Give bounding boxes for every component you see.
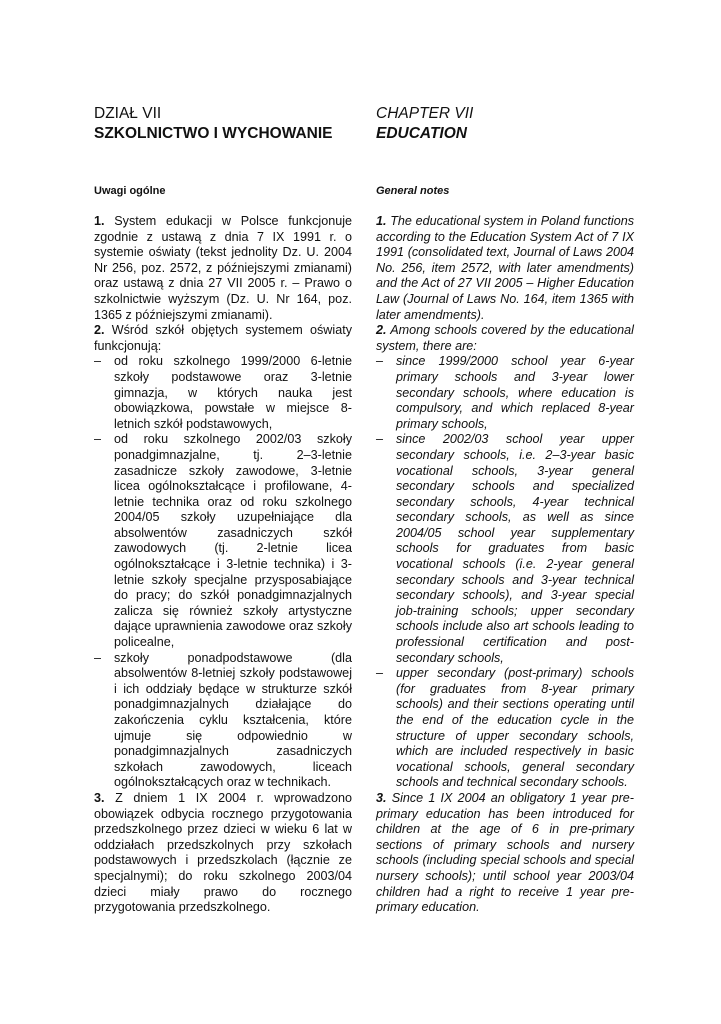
paragraph-number: 1. bbox=[376, 214, 387, 228]
polish-paragraph-1 bbox=[94, 214, 352, 323]
paragraph-text: Among schools covered by the educational system, there are: bbox=[376, 323, 634, 353]
polish-paragraph-3 bbox=[94, 791, 352, 916]
list-item bbox=[376, 354, 634, 432]
paragraph-text: The educational system in Poland functions according to the Education System Act of 7 IX 1991 (consolidated text, Journal of Laws 2004 No. 256, item 2572, with later amendments) and the Act of 27 VII 2005 – Higher Education Law (Journal of Laws No. 164, item 1365 with later amendments). bbox=[376, 214, 635, 322]
list-item-text: since 2002/03 school year upper secondary schools, i.e. 2–3-year basic vocational schools, 3-year general secondary schools and specialized secondary schools, 4-year technical secondary schools, as well as since 2004/05 school year supplementary schools for graduates from basic vocational schools (i.e. 2-year general secondary schools and 3-year technical secondary schools), and 3-year special job-training schools; upper secondary schools include also art schools leading to professional certification and post-secondary schools, bbox=[396, 432, 634, 665]
paragraph-text: Z dniem 1 IX 2004 r. wprowadzono obowiązek odbycia rocznego przygotowania przedszkolnego przez dzieci w wieku 6 lat w oddziałach przedszkolnych przy szkołach podstawowych i przedszkolach (łącznie ze specjalnymi); do roku szkolnego 2003/04 dzieci miały prawo do rocznego przygotowania przedszkolnego. bbox=[94, 790, 352, 915]
polish-paragraph-2 bbox=[94, 323, 352, 354]
polish-bullet-list bbox=[94, 354, 352, 791]
paragraph-number: 1. bbox=[94, 214, 105, 228]
dash-bullet: – bbox=[94, 650, 102, 665]
list-item bbox=[376, 666, 634, 791]
list-item bbox=[94, 651, 352, 791]
dash-bullet: – bbox=[94, 354, 102, 369]
english-paragraph-2 bbox=[376, 323, 634, 354]
polish-notes-heading: Uwagi ogólne bbox=[94, 185, 166, 197]
dash-bullet: – bbox=[376, 354, 384, 369]
list-item bbox=[94, 354, 352, 432]
paragraph-number: 3. bbox=[94, 790, 105, 805]
polish-body bbox=[94, 214, 352, 916]
dash-bullet: – bbox=[94, 432, 102, 447]
english-body bbox=[376, 214, 634, 916]
english-column bbox=[376, 104, 634, 916]
polish-chapter-heading: DZIAŁ VII bbox=[94, 105, 162, 122]
english-bullet-list bbox=[376, 354, 634, 791]
dash-bullet: – bbox=[376, 666, 384, 681]
paragraph-text: Since 1 IX 2004 an obligatory 1 year pre-primary education has been introduced for children at the age of 6 in pre-primary sections of primary schools and nursery schools (including special schools and special nursery schools); until school year 2003/04 children had a right to receive 1 year pre-primary education. bbox=[376, 790, 634, 915]
paragraph-text: System edukacji w Polsce funkcjonuje zgodnie z ustawą z dnia 7 IX 1991 r. o systemie oświaty (tekst jednolity Dz. U. 2004 Nr 256, poz. 2572, z późniejszymi zmianami) oraz ustawą z dnia 27 VII 2005 r. – Prawo o szkolnictwie wyższym (Dz. U. Nr 164, poz. 1365 z późniejszymi zmianami). bbox=[94, 214, 353, 322]
english-chapter-title: EDUCATION bbox=[376, 125, 467, 142]
polish-column bbox=[94, 104, 352, 916]
list-item-text: od roku szkolnego 1999/2000 6-letnie szkoły podstawowe oraz 3-letnie gimnazja, w których nauka jest obowiązkowa, powstałe w miejsce 8-letnich szkół podstawowych, bbox=[114, 354, 352, 431]
list-item bbox=[94, 432, 352, 650]
english-paragraph-1 bbox=[376, 214, 634, 323]
english-chapter-heading: CHAPTER VII bbox=[376, 105, 474, 122]
paragraph-number: 2. bbox=[94, 323, 105, 338]
paragraph-number: 3. bbox=[376, 790, 387, 805]
english-notes-heading: General notes bbox=[376, 185, 450, 197]
list-item-text: upper secondary (post-primary) schools (for graduates from 8-year primary schools) and their sections operating until the end of the education cycle in the structure of upper secondary schools, which are included respectively in basic vocational schools, general secondary schools and technical secondary schools. bbox=[396, 666, 634, 790]
list-item-text: since 1999/2000 school year 6-year primary schools and 3-year lower secondary schools, where education is compulsory, and which replaced 8-year primary schools, bbox=[396, 354, 634, 431]
list-item-text: szkoły ponadpodstawowe (dla absolwentów 8-letniej szkoły podstawowej i ich oddziały będące w strukturze szkół ponadgimnazjalnych działające do zakończenia cyklu kształcenia, które ujmuje się odpowiednio w ponadgimnazjalnych zasadniczych szkołach zawodowych, liceach ogólnokształcących oraz w technikach. bbox=[114, 650, 352, 790]
list-item-text: od roku szkolnego 2002/03 szkoły ponadgimnazjalne, tj. 2–3-letnie zasadnicze szkoły zawodowe, 3-letnie licea ogólnokształcące i profilowane, 4-letnie technika oraz od roku szkolnego 2004/05 szkoły uzupełniające dla absolwentów zasadniczych szkół zawodowych (tj. 2-letnie licea ogólnokształcące i 3-letnie technika) i 3-letnie szkoły specjalne przysposabiające do pracy; do szkół ponadgimnazjalnych zalicza się również szkoły artystyczne dające uprawnienia zawodowe oraz szkoły policealne, bbox=[114, 432, 353, 650]
polish-chapter-title: SZKOLNICTWO I WYCHOWANIE bbox=[94, 125, 333, 142]
list-item bbox=[376, 432, 634, 666]
paragraph-text: Wśród szkół objętych systemem oświaty funkcjonują: bbox=[94, 323, 353, 353]
dash-bullet: – bbox=[376, 432, 384, 447]
english-paragraph-3 bbox=[376, 791, 634, 916]
paragraph-number: 2. bbox=[376, 323, 387, 338]
